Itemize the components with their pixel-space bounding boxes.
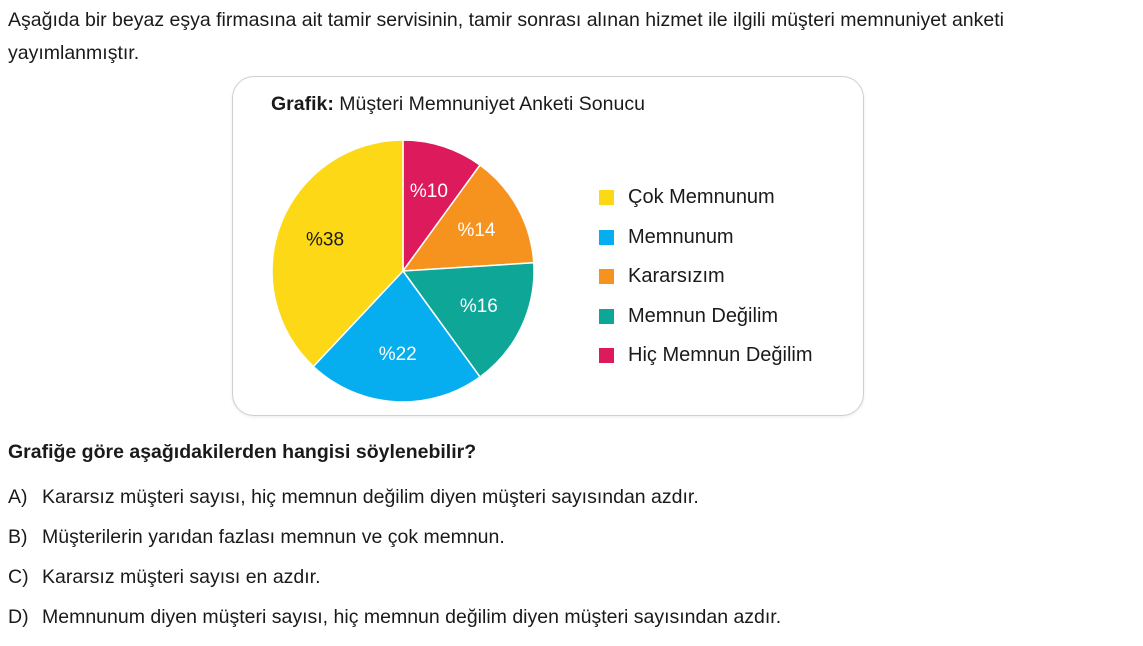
intro-text: Aşağıda bir beyaz eşya firmasına ait tamir servisinin, tamir sonrası alınan hizmet ile ilgili müşteri memnuniyet anketi yayımlanmıştır.	[8, 9, 1004, 64]
legend-item-memnunum	[599, 218, 813, 258]
legend-label: Çok Memnunum	[628, 186, 775, 209]
slice-label-kararsizim: %14	[457, 220, 496, 242]
slice-label-memnun-degilim: %16	[459, 296, 498, 318]
answer-option-a[interactable]	[8, 477, 781, 517]
question-text: Grafiğe göre aşağıdakilerden hangisi söylenebilir?	[8, 441, 477, 463]
slice-label-hic-memnun-degilim: %10	[409, 180, 448, 202]
option-text: Memnunum diyen müşteri sayısı, hiç memnun değilim diyen müşteri sayısından azdır.	[42, 605, 782, 628]
option-letter: C)	[8, 565, 29, 588]
answer-option-d[interactable]	[8, 597, 781, 637]
legend-label: Hiç Memnun Değilim	[628, 344, 813, 367]
legend-swatch	[599, 269, 614, 284]
legend-label: Memnunum	[628, 225, 734, 248]
chart-title-text: Müşteri Memnuniyet Anketi Sonucu	[339, 93, 645, 115]
chart-title-prefix: Grafik:	[271, 93, 334, 115]
slice-label-cok-memnunum: %38	[306, 229, 345, 251]
legend-swatch	[599, 309, 614, 324]
option-letter: B)	[8, 525, 28, 548]
slice-label-memnunum: %22	[378, 344, 417, 366]
answer-options	[8, 477, 781, 637]
legend-item-memnun-degilim	[599, 297, 813, 337]
legend-item-cok-memnunum	[599, 178, 813, 218]
option-letter: D)	[8, 605, 29, 628]
answer-option-b[interactable]	[8, 517, 781, 557]
option-letter: A)	[8, 485, 28, 508]
legend-item-kararsizim	[599, 257, 813, 297]
chart-legend	[599, 178, 813, 376]
legend-swatch	[599, 230, 614, 245]
legend-label: Memnun Değilim	[628, 304, 779, 327]
legend-label: Kararsızım	[628, 265, 725, 288]
answer-option-c[interactable]	[8, 557, 781, 597]
option-text: Kararsız müşteri sayısı en azdır.	[42, 565, 321, 588]
option-text: Müşterilerin yarıdan fazlası memnun ve çok memnun.	[42, 525, 505, 548]
option-text: Kararsız müşteri sayısı, hiç memnun değilim diyen müşteri sayısından azdır.	[42, 485, 699, 508]
chart-card	[232, 76, 864, 416]
legend-item-hic-memnun-degilim	[599, 336, 813, 376]
legend-swatch	[599, 190, 614, 205]
legend-swatch	[599, 348, 614, 363]
